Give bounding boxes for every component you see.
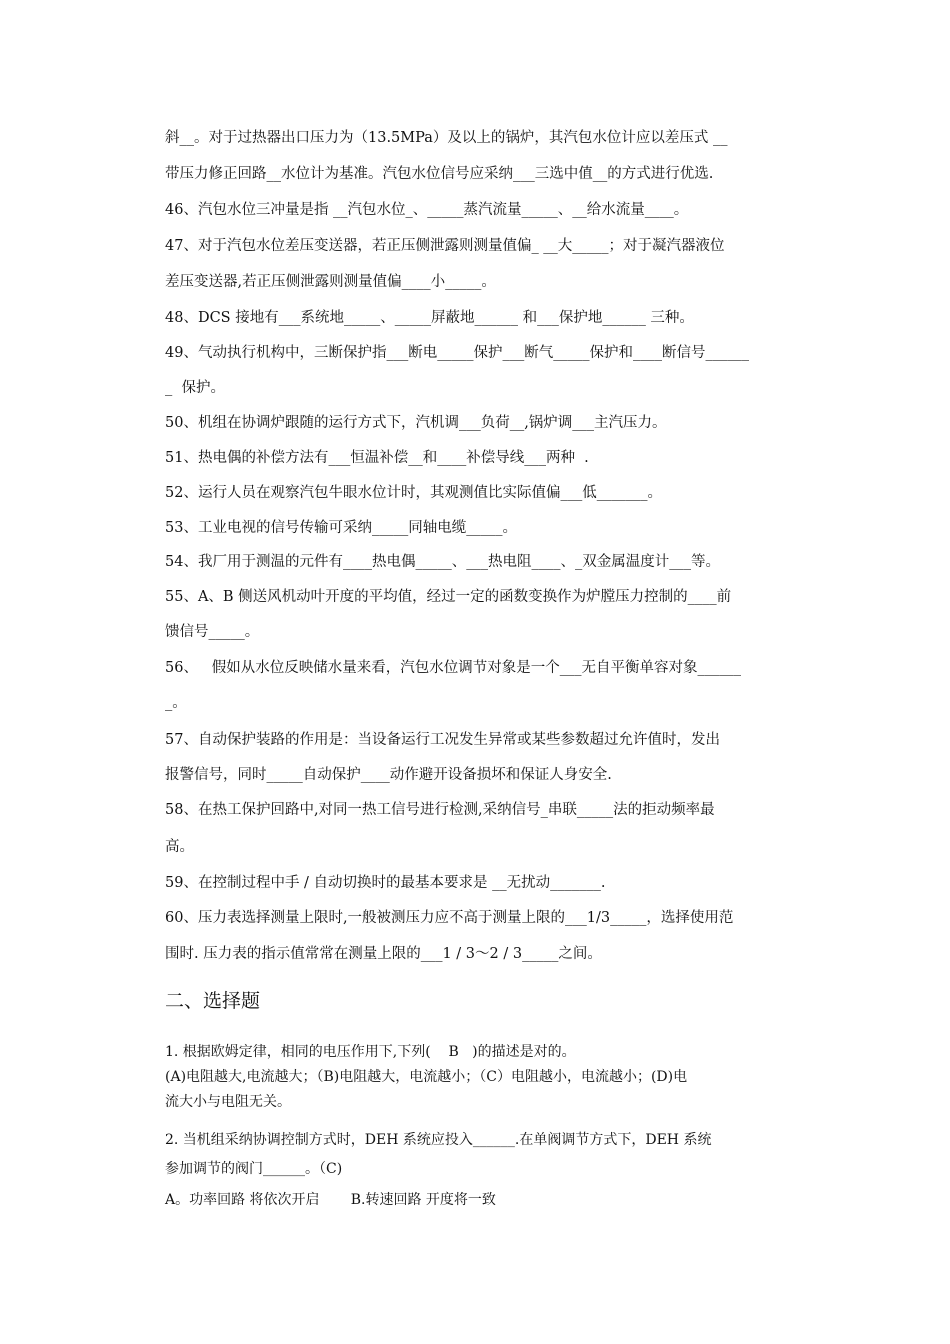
text-line: 53、工业电视的信号传输可采纳_____同轴电缆_____。	[165, 520, 517, 536]
text-line: 斜__。对于过热器出口压力为（13.5MPa）及以上的锅炉，其汽包水位计应以差压式 __	[165, 130, 728, 146]
text-line: _ 保护。	[165, 380, 225, 396]
question-line: 2. 当机组采纳协调控制方式时，DEH 系统应投入______.在单阀调节方式下，DEH 系统	[165, 1132, 712, 1148]
text-line: 51、热电偶的补偿方法有___恒温补偿__和____补偿导线___两种 .	[165, 450, 589, 466]
text-line: 46、汽包水位三冲量是指 __汽包水位_、_____蒸汽流量_____、__给水流量____。	[165, 202, 689, 218]
text-line: 47、对于汽包水位差压变送器，若正压侧泄露则测量值偏_ __大_____；对于凝汽器液位	[165, 238, 725, 254]
text-line: 馈信号_____。	[165, 624, 260, 640]
text-line: 52、运行人员在观察汽包牛眼水位计时，其观测值比实际值偏___低_______。	[165, 485, 662, 501]
question-line: 1. 根据欧姆定律，相同的电压作用下,下列( B )的描述是对的。	[165, 1044, 576, 1060]
text-line: 60、压力表选择测量上限时,一般被测压力应不高于测量上限的___1/3_____，选择使用范	[165, 910, 734, 926]
text-line: 54、我厂用于测温的元件有____热电偶_____、___热电阻____、_双金属温度计___等。	[165, 554, 720, 570]
text-line: 围时. 压力表的指示值常常在测量上限的___1 / 3～2 / 3_____之间。	[165, 946, 602, 962]
text-line: 55、A、B 侧送风机动叶开度的平均值，经过一定的函数变换作为炉膛压力控制的____前	[165, 589, 732, 605]
text-line: 50、机组在协调炉跟随的运行方式下，汽机调___负荷__,锅炉调___主汽压力。	[165, 415, 667, 431]
question-line: (A)电阻越大,电流越大；（B)电阻越大，电流越小；（C）电阻越小，电流越小；(D)电	[165, 1069, 688, 1085]
question-line: 参加调节的阀门______。（C)	[165, 1161, 343, 1177]
text-line: 报警信号，同时_____自动保护____动作避开设备损坏和保证人身安全.	[165, 767, 612, 783]
text-line: 59、在控制过程中手 / 自动切换时的最基本要求是 __无扰动_______.	[165, 875, 606, 891]
text-line: 48、DCS 接地有___系统地_____、_____屏蔽地______ 和___保护地______ 三种。	[165, 310, 694, 326]
text-line: 57、自动保护装路的作用是：当设备运行工况发生异常或某些参数超过允许值时，发出	[165, 732, 720, 748]
text-line: 带压力修正回路__水位计为基准。汽包水位信号应采纳___三选中值__的方式进行优选.	[165, 166, 714, 182]
section-title: 二、选择题	[165, 990, 261, 1012]
text-line: 49、气动执行机构中，三断保护指___断电_____保护___断气_____保护和____断信号______	[165, 345, 749, 361]
text-line: 58、在热工保护回路中,对同一热工信号进行检测,采纳信号_串联_____法的拒动频率最	[165, 802, 715, 818]
text-line: 高。	[165, 839, 194, 855]
question-line: 流大小与电阻无关。	[165, 1094, 291, 1110]
text-line: _。	[165, 695, 187, 711]
text-line: 56、 假如从水位反映储水量来看，汽包水位调节对象是一个___无自平衡单容对象______	[165, 660, 742, 676]
question-line: A。功率回路 将依次开启 B.转速回路 开度将一致	[165, 1192, 496, 1208]
text-line: 差压变送器,若正压侧泄露则测量值偏____小_____。	[165, 274, 496, 290]
